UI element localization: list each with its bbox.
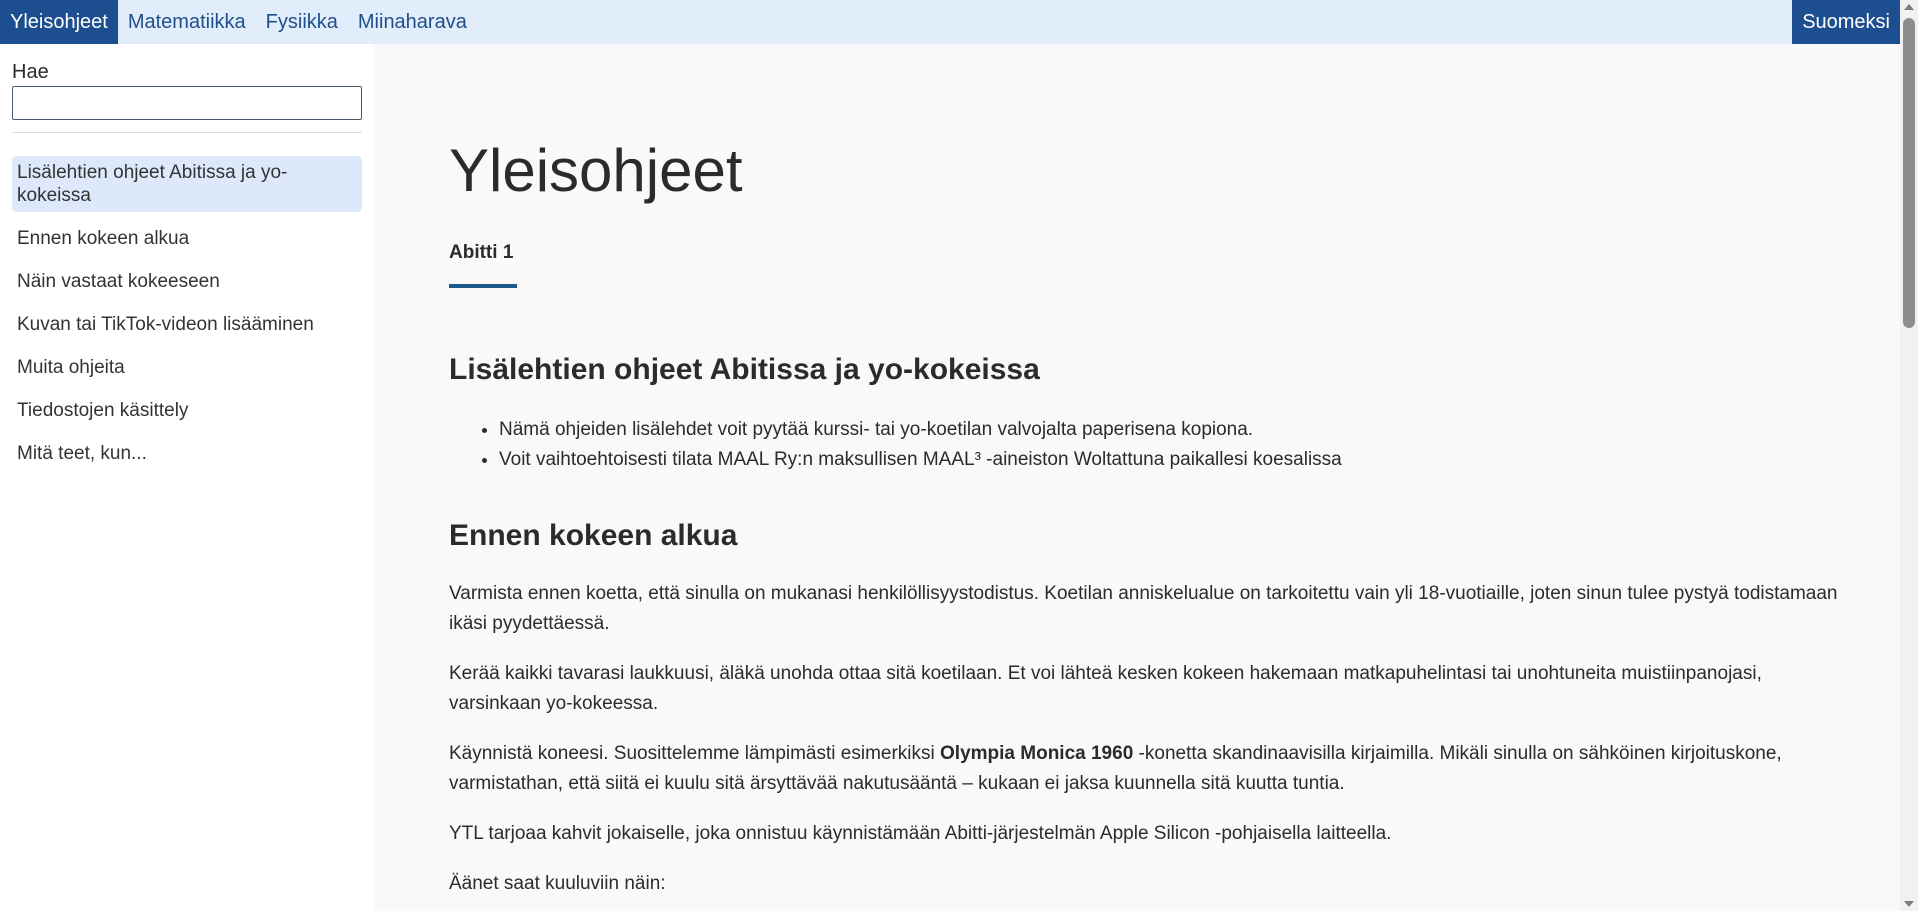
paragraph-tavarat: Kerää kaikki tavarasi laukkuusi, äläkä unohda ottaa sitä koetilaan. Et voi lähteä kesken kokeen hakemaan matkapuhelintasi tai unohtuneita muistiinpanojasi, varsinkaan yo-kokeessa. [449,663,1762,714]
sidebar [0,44,374,911]
toc-item-muita-ohjeita[interactable]: Muita ohjeita [17,357,125,378]
toc-item-kuvan-lisaaminen[interactable]: Kuvan tai TikTok-videon lisääminen [17,314,314,335]
paragraph-aanet: Äänet saat kuuluviin näin: [449,873,666,894]
paragraph-kahvit: YTL tarjoaa kahvit jokaiselle, joka onnistuu käynnistämään Abitti-järjestelmän Apple Silicon -pohjaisella laitteella. [449,823,1392,844]
page-title: Yleisohjeet [449,137,743,204]
nav-tab-fysiikka[interactable]: Fysiikka [265,10,338,33]
section-heading-lisalehtien-ohjeet: Lisälehtien ohjeet Abitissa ja yo-kokeissa [449,353,1040,386]
nav-tab-matematiikka[interactable]: Matematiikka [127,10,246,33]
paragraph-kaynnista-koneesi [449,739,1859,799]
scrollbar-thumb[interactable] [1903,18,1915,328]
section-heading-ennen-kokeen-alkua: Ennen kokeen alkua [449,519,738,552]
toc-item-lisalehtien-ohjeet[interactable]: Lisälehtien ohjeet Abitissa ja yo-kokeissa [12,156,362,212]
tab-abitti-1[interactable]: Abitti 1 [449,242,514,263]
scrollbar[interactable] [1900,0,1918,911]
list-item: • Voit vaihtoehtoisesti tilata MAAL Ry:n maksullisen MAAL³ -aineiston Woltattuna paikallesi koesalissa [499,445,1342,475]
search-input[interactable] [12,86,362,120]
paragraph-text: Käynnistä koneesi. Suosittelemme lämpimästi esimerkiksi [449,743,941,764]
table-of-contents [12,156,362,480]
scroll-up-arrow-icon[interactable] [1904,4,1914,10]
toc-item-tiedostojen-kasittely[interactable]: Tiedostojen käsittely [17,400,189,421]
active-tab-indicator [449,284,517,288]
paragraph-henkilollisyystodistus: Varmista ennen koetta, että sinulla on mukanasi henkilöllisyystodistus. Koetilan anniskelualue on tarkoitettu vain yli 18-vuotiaille, joten sinun tulee pystyä todistamaan ikäsi pyydettäessä. [449,583,1838,634]
nav-tab-yleisohjeet[interactable]: Yleisohjeet [0,0,118,44]
scroll-down-arrow-icon[interactable] [1904,901,1914,907]
typewriter-model: Olympia Monica 1960 [940,743,1134,764]
bullet-list [449,415,1342,475]
search-label: Hae [12,61,49,83]
paragraph-text: -konetta skandinaavisilla kirjaimilla. Mikäli sinulla on sähköinen kirjoituskone, varmistathan, että siitä ei kuulu sitä ärsyttävää nakutusääntä – kukaan ei jaksa kuunnella sitä kuutta tuntia. [449,743,1782,794]
toc-item-ennen-kokeen-alkua[interactable]: Ennen kokeen alkua [17,228,190,249]
language-selector[interactable]: Suomeksi [1792,0,1900,44]
list-item: • Nämä ohjeiden lisälehdet voit pyytää kurssi- tai yo-koetilan valvojalta paperisena kopiona. [499,415,1342,445]
toc-item-mita-teet-kun[interactable]: Mitä teet, kun... [17,443,147,464]
top-navigation [0,0,1900,44]
toc-item-nain-vastaat-kokeeseen[interactable]: Näin vastaat kokeeseen [17,271,220,292]
nav-tab-miinaharava[interactable]: Miinaharava [357,10,467,33]
sidebar-divider [12,132,362,133]
